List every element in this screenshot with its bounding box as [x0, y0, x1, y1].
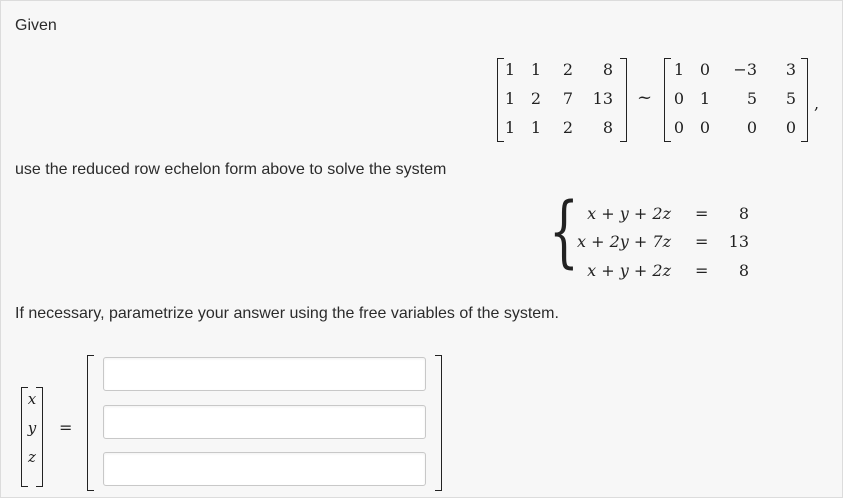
matrix-cell: 1 — [504, 60, 515, 79]
matrix-cell: 7 — [562, 89, 573, 108]
answer-y-input[interactable] — [103, 405, 426, 439]
equation-lhs: x + y + 2z — [587, 204, 671, 223]
matrix-cell: 13 — [592, 89, 613, 108]
system-brace: { — [549, 187, 579, 277]
equation-rhs: 8 — [738, 261, 749, 280]
rref-matrix — [664, 58, 808, 142]
parametrize-note: If necessary, parametrize your answer using the free variables of the system. — [15, 305, 559, 322]
matrix-cell: 1 — [530, 118, 541, 137]
equation-rhs: 13 — [728, 232, 749, 251]
answer-vector-right-bracket — [435, 355, 442, 491]
variable-y: y — [27, 419, 37, 437]
matrix-cell: 8 — [602, 60, 613, 79]
answer-x-input[interactable] — [103, 357, 426, 391]
answer-equals-sign: = — [59, 418, 73, 437]
matrix-cell: 3 — [785, 60, 796, 79]
matrix-cell: 1 — [504, 89, 515, 108]
comma: , — [814, 94, 820, 113]
variable-z: z — [28, 448, 36, 466]
matrix-cell: 5 — [746, 89, 757, 108]
matrix-cell: 1 — [699, 89, 710, 108]
matrix-cell: −3 — [733, 60, 757, 79]
equals-sign: = — [695, 204, 709, 223]
given-label: Given — [15, 17, 57, 34]
matrix-right-bracket — [801, 58, 808, 142]
equation-lhs: x + y + 2z — [587, 261, 671, 280]
matrix-cell: 8 — [602, 118, 613, 137]
answer-z-input[interactable] — [103, 452, 426, 486]
equals-sign: = — [695, 261, 709, 280]
matrix-cell: 0 — [673, 118, 684, 137]
matrix-cell: 1 — [504, 118, 515, 137]
matrix-cell: 2 — [562, 60, 573, 79]
matrix-cell: 1 — [673, 60, 684, 79]
equals-sign: = — [695, 232, 709, 251]
matrix-cell: 0 — [785, 118, 796, 137]
matrix-cell: 0 — [699, 60, 710, 79]
matrix-cell: 2 — [530, 89, 541, 108]
matrix-cell: 1 — [530, 60, 541, 79]
matrix-cell: 2 — [562, 118, 573, 137]
answer-vector-left-bracket — [87, 355, 94, 491]
equation-lhs: x + 2y + 7z — [576, 232, 671, 251]
variable-x: x — [27, 390, 37, 408]
row-equivalent-symbol: ~ — [637, 87, 653, 108]
matrix-cell: 5 — [785, 89, 796, 108]
matrix-cell: 0 — [699, 118, 710, 137]
instruction-text: use the reduced row echelon form above to solve the system — [15, 161, 447, 178]
matrix-cell: 0 — [746, 118, 757, 137]
matrix-cell: 0 — [673, 89, 684, 108]
matrix-right-bracket — [620, 58, 627, 142]
augmented-matrix — [497, 58, 627, 142]
equation-rhs: 8 — [738, 204, 749, 223]
